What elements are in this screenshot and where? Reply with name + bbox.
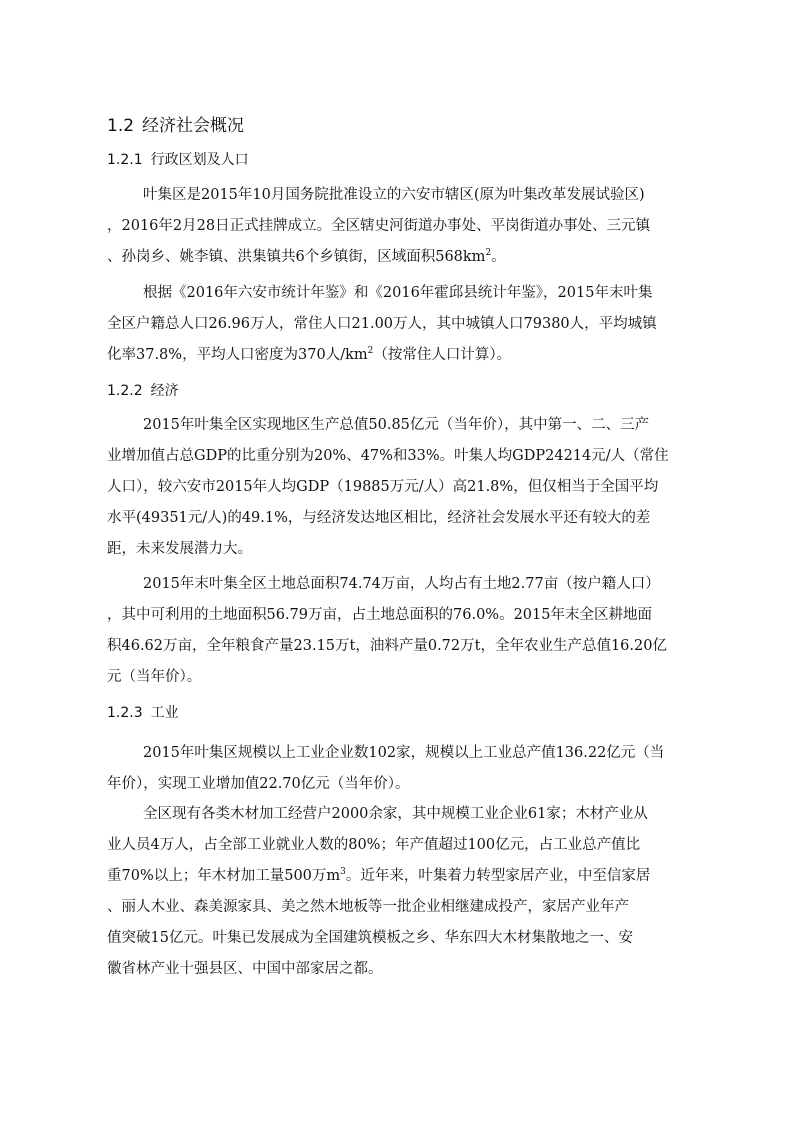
text-line: 徽省林产业十强县区、中国中部家居之都。 [107, 961, 383, 977]
subsection-heading-3 [107, 703, 179, 723]
subsection-title: 经济 [150, 383, 179, 399]
subsection-number: 1.2.3 [107, 705, 143, 721]
text-line: 年价），实现工业增加值22.70亿元（当年价）。 [107, 776, 410, 792]
text-span: 。 [491, 249, 506, 265]
subsection-heading-2 [107, 381, 179, 401]
section-number: 1.2 [107, 116, 135, 136]
text-line: 元（当年价）。 [107, 669, 202, 685]
text-line: 2015年末叶集全区土地总面积74.74万亩，人均占有土地2.77亩（按户籍人口） [143, 576, 660, 592]
subsection-title: 行政区划及人口 [150, 152, 249, 168]
subsection-number: 1.2.2 [107, 383, 143, 399]
text-line: 业人员4万人，占全部工业就业人数的80%；年产值超过100亿元，占工业总产值比 [107, 837, 641, 853]
text-line: 全区现有各类木材加工经营户2000余家，其中规模工业企业61家；木材产业从 [143, 806, 648, 822]
text-line [107, 242, 693, 273]
text-line [107, 340, 693, 371]
text-line: 积46.62万亩，全年粮食产量23.15万t，油料产量0.72万t，全年农业生产总值16.20亿 [107, 638, 667, 654]
text-span: 化率37.8%，平均人口密度为370人/km [107, 347, 368, 363]
section-heading [107, 114, 244, 138]
paragraph-economy-gdp [107, 410, 693, 565]
superscript: 3 [340, 867, 346, 877]
text-span: 、孙岗乡、姚李镇、洪集镇共6个乡镇街，区域面积568km [107, 249, 486, 265]
subsection-title: 工业 [150, 705, 179, 721]
text-line: 人口），较六安市2015年人均GDP（19885万元/人）高21.8%，但仅相当于全国平均 [107, 479, 659, 495]
subsection-number: 1.2.1 [107, 152, 143, 168]
paragraph-population [107, 278, 693, 371]
superscript: 2 [367, 346, 374, 356]
text-span: （按常住人口计算）。 [373, 347, 512, 363]
subsection-heading-1 [107, 150, 249, 170]
text-line: 值突破15亿元。叶集已发展成为全国建筑模板之乡、华东四大木材集散地之一、安 [107, 930, 633, 946]
text-span: 。近年来，叶集着力转型家居产业，中至信家居 [345, 868, 651, 884]
text-line: ，2016年2月28日正式挂牌成立。全区辖史河街道办事处、平岗街道办事处、三元镇 [107, 218, 651, 234]
text-line: ，其中可利用的土地面积56.79万亩，占土地总面积的76.0%。2015年末全区耕地面 [107, 607, 652, 623]
paragraph-economy-land [107, 569, 693, 693]
text-line [107, 861, 693, 892]
section-title: 经济社会概况 [142, 116, 245, 136]
paragraph-industry-timber [107, 799, 693, 985]
text-line: 业增加值占总GDP的比重分别为20%、47%和33%。叶集人均GDP24214元/人（常住 [107, 448, 669, 464]
text-line: 叶集区是2015年10月国务院批准设立的六安市辖区(原为叶集改革发展试验区) [143, 187, 645, 203]
text-line: 水平(49351元/人)的49.1%，与经济发达地区相比，经济社会发展水平还有较大的差 [107, 510, 651, 526]
paragraph-industry-scale [107, 738, 693, 800]
text-line: 距，未来发展潜力大。 [107, 541, 252, 557]
text-span: 重70%以上；年木材加工量500万m [107, 868, 341, 884]
text-line: 根据《2016年六安市统计年鉴》和《2016年霍邱县统计年鉴》，2015年末叶集 [143, 285, 653, 301]
text-line: 全区户籍总人口26.96万人，常住人口21.00万人，其中城镇人口79380人，平均城镇 [107, 316, 657, 332]
paragraph-admin-division [107, 180, 693, 273]
text-line: 2015年叶集全区实现地区生产总值50.85亿元（当年价），其中第一、二、三产 [143, 417, 650, 433]
superscript: 2 [485, 248, 492, 258]
text-line: 2015年叶集区规模以上工业企业数102家，规模以上工业总产值136.22亿元（当 [143, 745, 665, 761]
text-line: 、丽人木业、森美源家具、美之然木地板等一批企业相继建成投产，家居产业年产 [107, 899, 629, 915]
